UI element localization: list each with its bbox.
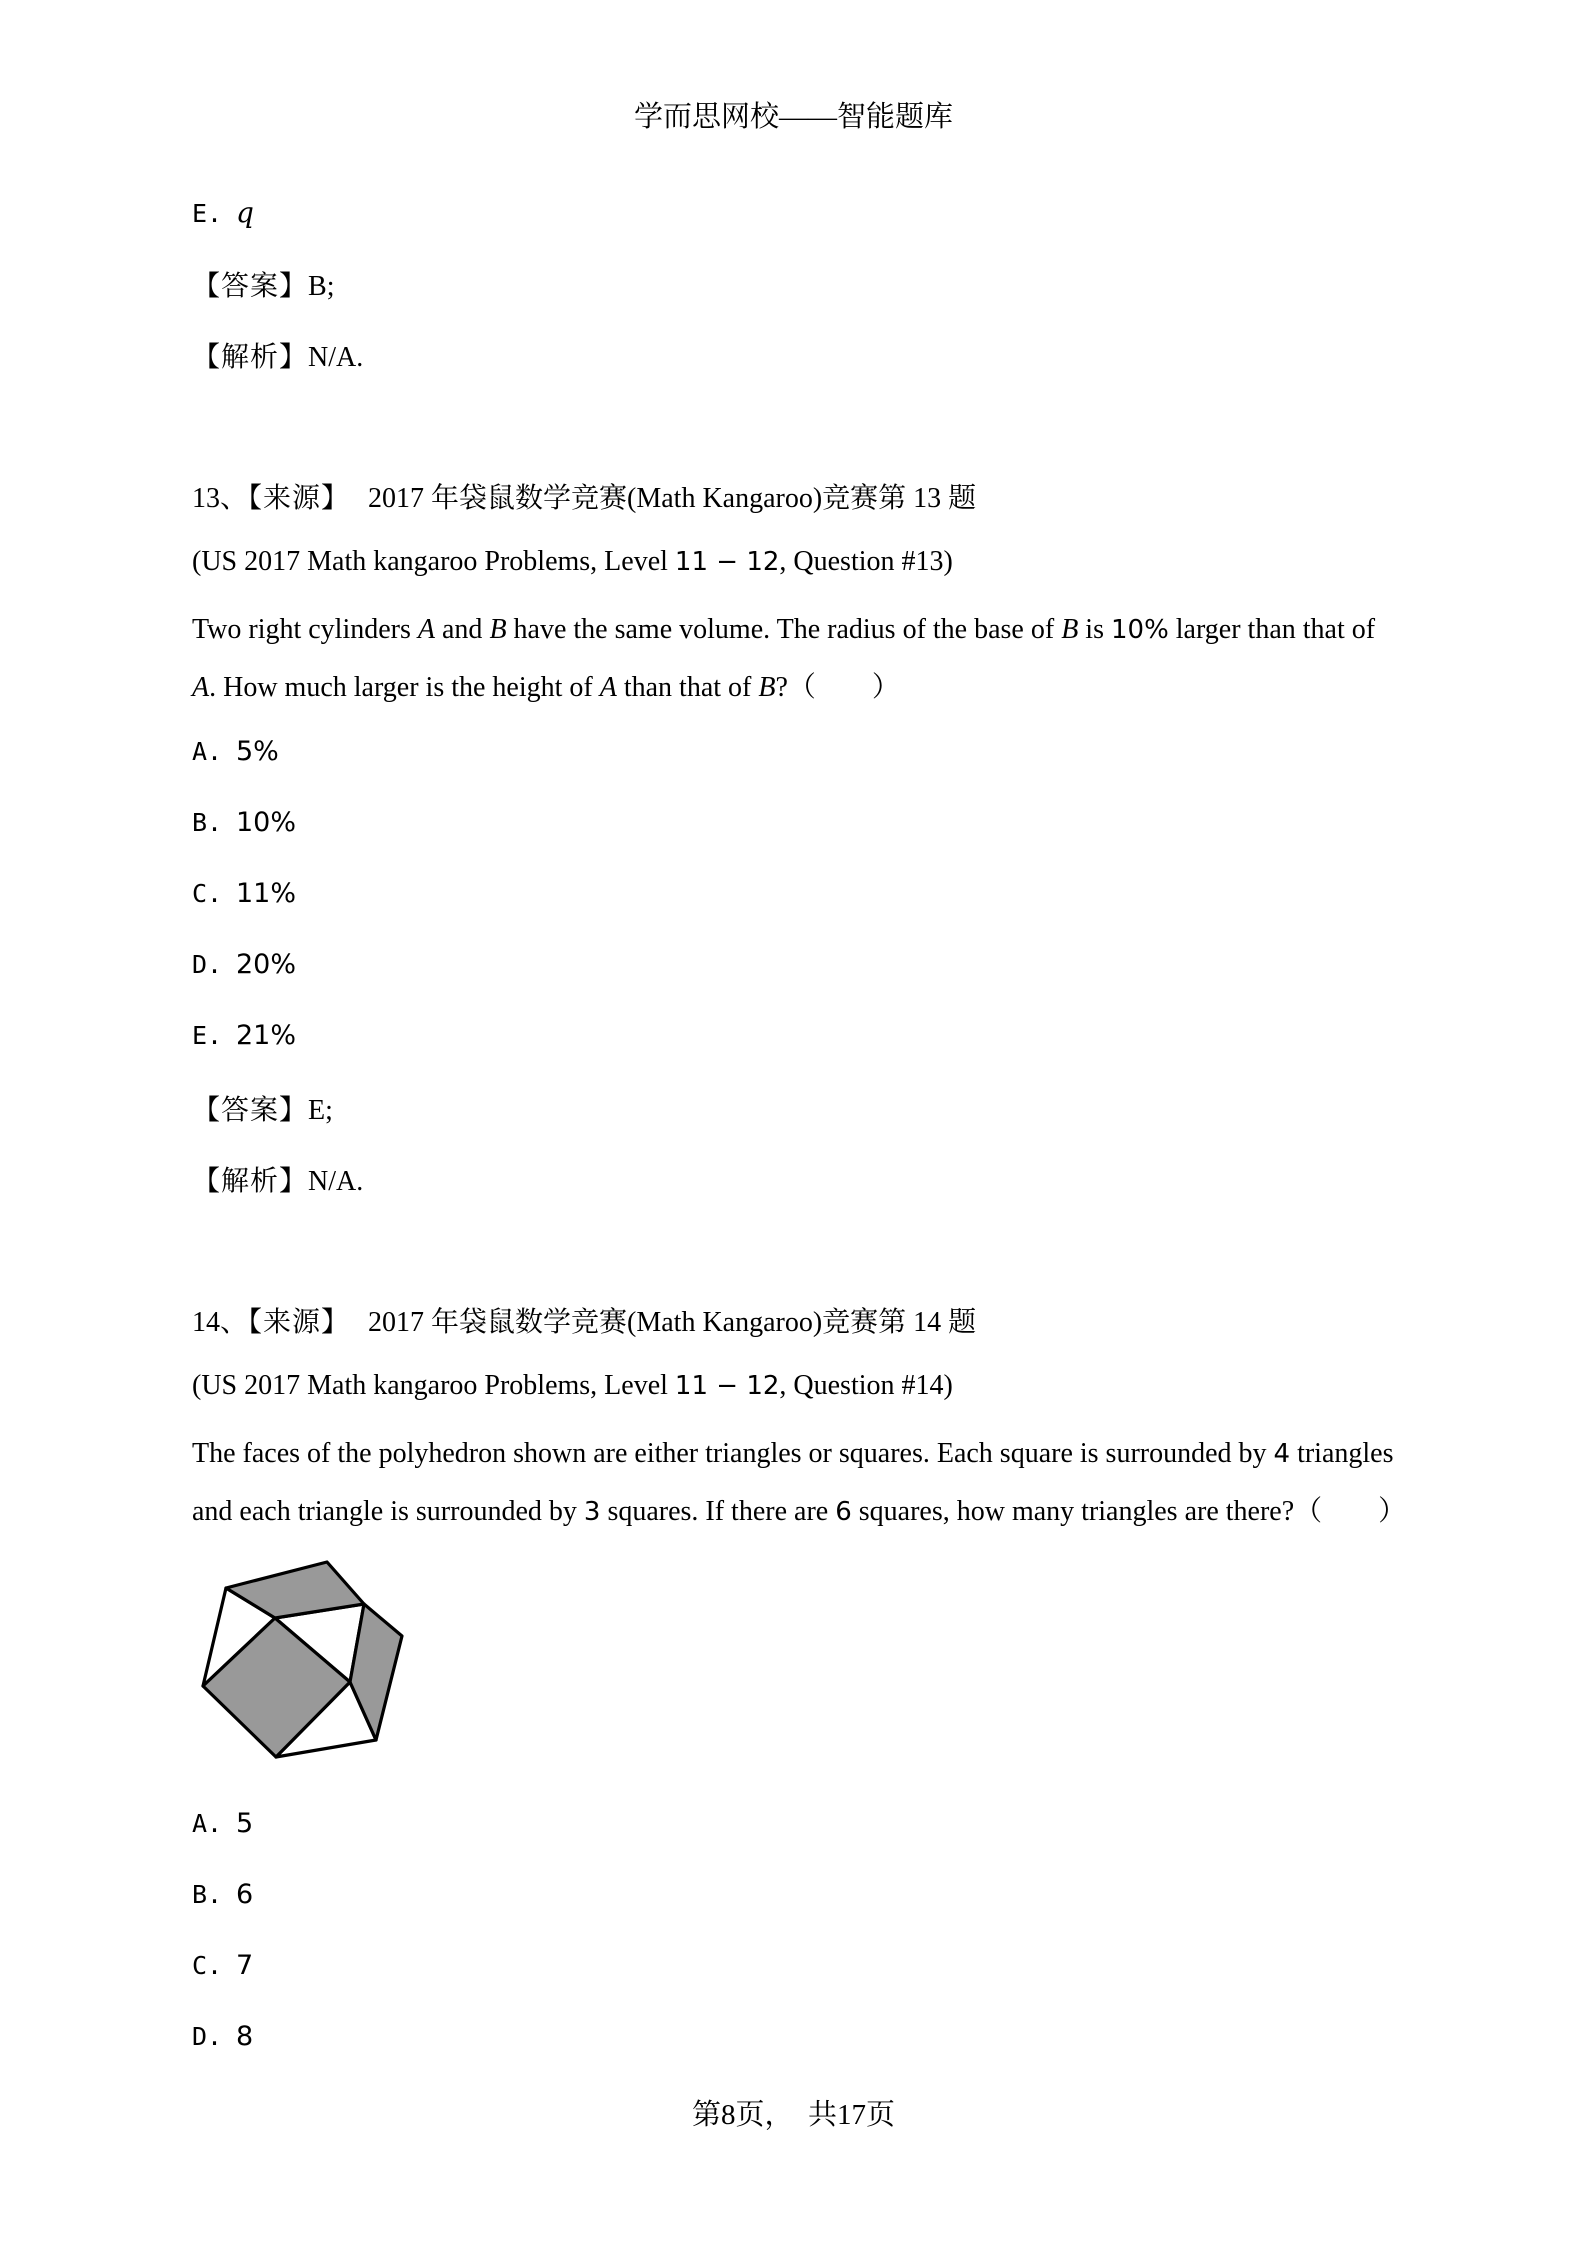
option-value: 21% xyxy=(236,1020,297,1051)
option-letter: E. xyxy=(192,199,223,228)
analysis-label: 【解析】 xyxy=(192,1166,309,1197)
answer-value: B; xyxy=(308,271,335,302)
stem-text: The faces of the polyhedron shown are either triangles or squares. Each square is surrounded by xyxy=(192,1438,1274,1469)
reference-suffix: , Question #14) xyxy=(779,1370,953,1401)
q13-analysis xyxy=(192,1159,363,1199)
stem-text: than that of xyxy=(616,672,759,703)
page-footer: 第8页， 共17页 xyxy=(691,2099,895,2131)
option-letter: C. xyxy=(192,1951,223,1980)
answer-label: 【答案】 xyxy=(192,271,309,302)
option-letter: B. xyxy=(192,1880,223,1909)
option-value: 6 xyxy=(236,1879,254,1910)
option-letter: D. xyxy=(192,950,223,979)
reference-level: 11 − 12 xyxy=(674,1371,780,1401)
q14-option-c[interactable] xyxy=(192,1950,253,1982)
number-value: 6 xyxy=(835,1497,852,1527)
answer-value: E; xyxy=(308,1095,333,1126)
q13-reference xyxy=(192,546,953,578)
q14-source-line xyxy=(192,1300,976,1340)
q13-option-a[interactable] xyxy=(192,736,279,768)
stem-text: squares. If there are xyxy=(600,1496,836,1527)
option-value: 11% xyxy=(236,878,297,909)
option-letter: C. xyxy=(192,879,223,908)
variable-a: A xyxy=(599,672,617,703)
option-value: 5 xyxy=(236,1808,254,1839)
source-text: 2017 年袋鼠数学竞赛(Math Kangaroo)竞赛第 13 题 xyxy=(368,483,977,514)
q14-stem-line-1 xyxy=(192,1438,1394,1470)
page-header: 学而思网校——智能题库 xyxy=(633,101,953,133)
option-value: 7 xyxy=(236,1950,254,1981)
stem-text: and each triangle is surrounded by xyxy=(192,1496,584,1527)
source-label: 【来源】 xyxy=(248,483,351,514)
prev-analysis xyxy=(192,335,363,375)
option-value: 5% xyxy=(236,736,279,767)
answer-label: 【答案】 xyxy=(192,1095,309,1126)
variable-b: B xyxy=(489,614,507,645)
q13-option-d[interactable] xyxy=(192,949,296,981)
prev-answer xyxy=(192,264,334,304)
q13-option-b[interactable] xyxy=(192,807,296,839)
option-letter: D. xyxy=(192,2022,223,2051)
option-letter: E. xyxy=(192,1021,223,1050)
number-value: 3 xyxy=(583,1497,601,1527)
source-label: 【来源】 xyxy=(248,1307,351,1338)
q13-stem-line-2 xyxy=(192,665,900,705)
q14-reference xyxy=(192,1370,953,1402)
q14-option-d[interactable] xyxy=(192,2021,253,2053)
option-value: q xyxy=(236,196,254,229)
variable-b: B xyxy=(758,672,776,703)
reference-prefix: (US 2017 Math kangaroo Problems, Level xyxy=(192,1370,675,1401)
variable-a: A xyxy=(417,614,435,645)
option-value: 20% xyxy=(236,949,297,980)
option-value: 8 xyxy=(236,2021,254,2052)
q14-option-a[interactable] xyxy=(192,1808,253,1840)
stem-text: Two right cylinders xyxy=(192,614,418,645)
q13-stem-line-1 xyxy=(192,614,1375,646)
analysis-label: 【解析】 xyxy=(192,342,309,373)
reference-level: 11 − 12 xyxy=(674,547,780,577)
q14-option-b[interactable] xyxy=(192,1879,253,1911)
question-number: 14、 xyxy=(192,1307,249,1338)
reference-prefix: (US 2017 Math kangaroo Problems, Level xyxy=(192,546,675,577)
variable-b: B xyxy=(1061,614,1079,645)
stem-text: have the same volume. The radius of the base of xyxy=(506,614,1062,645)
option-letter: A. xyxy=(192,737,223,766)
analysis-value: N/A. xyxy=(308,342,364,373)
polyhedron-figure xyxy=(196,1556,410,1768)
option-value: 10% xyxy=(236,807,297,838)
stem-text: triangles xyxy=(1290,1438,1394,1469)
stem-text: is xyxy=(1078,614,1111,645)
stem-text: ?（ ） xyxy=(775,672,900,703)
option-letter: A. xyxy=(192,1809,223,1838)
q13-option-e[interactable] xyxy=(192,1020,296,1052)
stem-text: squares, how many triangles are there?（ ） xyxy=(851,1496,1407,1527)
stem-text: larger than that of xyxy=(1168,614,1376,645)
stem-text: . How much larger is the height of xyxy=(209,672,600,703)
percent-value: 10% xyxy=(1110,615,1169,645)
reference-suffix: , Question #13) xyxy=(779,546,953,577)
prev-option-e xyxy=(192,196,254,230)
number-value: 4 xyxy=(1273,1439,1291,1469)
stem-text: and xyxy=(435,614,490,645)
variable-a: A xyxy=(192,672,210,703)
q13-option-c[interactable] xyxy=(192,878,296,910)
analysis-value: N/A. xyxy=(308,1166,364,1197)
option-letter: B. xyxy=(192,808,223,837)
source-text: 2017 年袋鼠数学竞赛(Math Kangaroo)竞赛第 14 题 xyxy=(368,1307,977,1338)
question-number: 13、 xyxy=(192,483,249,514)
q14-stem-line-2 xyxy=(192,1489,1406,1529)
q13-answer xyxy=(192,1088,333,1128)
q13-source-line xyxy=(192,476,976,516)
